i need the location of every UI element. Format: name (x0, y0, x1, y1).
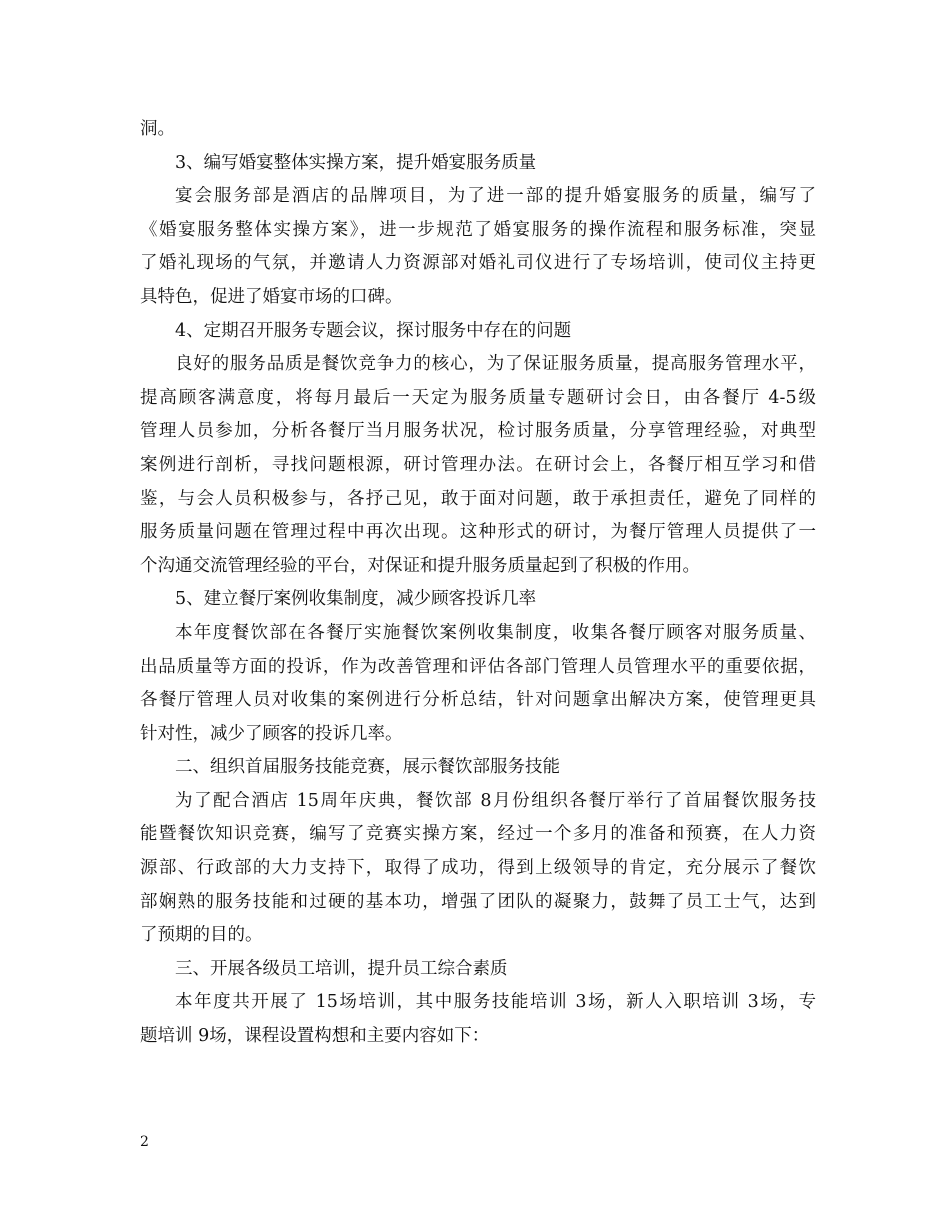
text-line: 提高顾客满意度，将每月最后一天定为服务质量专题研讨会日，由各餐厅 4-5级 (140, 387, 816, 408)
text-line: 案例进行剖析，寻找问题根源，研讨管理办法。在研讨会上，各餐厅相互学习和借 (140, 454, 816, 475)
text-line: 5、建立餐厅案例收集制度，减少顾客投诉几率 (175, 589, 537, 610)
text-line: 源部、行政部的大力支持下，取得了成功，得到上级领导的肯定，充分展示了餐饮 (140, 858, 816, 879)
text-line: 具特色，促进了婚宴市场的口碑。 (140, 286, 403, 307)
text-line: 个沟通交流管理经验的平台，对保证和提升服务质量起到了积极的作用。 (140, 555, 700, 576)
text-line: 针对性，减少了顾客的投诉几率。 (140, 723, 403, 744)
text-line: 鉴，与会人员积极参与，各抒己见，敢于面对问题，敢于承担责任，避免了同样的 (140, 488, 816, 509)
text-line: 宴会服务部是酒店的品牌项目，为了进一部的提升婚宴服务的质量，编写了 (175, 186, 816, 207)
text-line: 服务质量问题在管理过程中再次出现。这种形式的研讨，为餐厅管理人员提供了一 (140, 522, 816, 543)
text-line: 了预期的目的。 (140, 925, 263, 946)
text-line: 各餐厅管理人员对收集的案例进行分析总结，针对问题拿出解决方案，使管理更具 (140, 690, 816, 711)
text-line: 3、编写婚宴整体实操方案，提升婚宴服务质量 (175, 152, 537, 173)
text-line: 《婚宴服务整体实操方案》，进一步规范了婚宴服务的操作流程和服务标准，突显 (140, 219, 816, 240)
page-number: 2 (140, 1134, 149, 1150)
text-line: 管理人员参加，分析各餐厅当月服务状况，检讨服务质量，分享管理经验，对典型 (140, 421, 816, 442)
text-line: 了婚礼现场的气氛，并邀请人力资源部对婚礼司仪进行了专场培训，使司仪主持更 (140, 253, 816, 274)
text-line: 部娴熟的服务技能和过硬的基本功，增强了团队的凝聚力，鼓舞了员工士气，达到 (140, 891, 816, 912)
body-text (140, 113, 816, 1054)
text-line: 二、组织首届服务技能竞赛，展示餐饮部服务技能 (175, 757, 560, 778)
text-line: 三、开展各级员工培训，提升员工综合素质 (175, 958, 508, 979)
text-line: 洞。 (140, 119, 175, 139)
text-line: 4、定期召开服务专题会议，探讨服务中存在的问题 (175, 320, 572, 341)
text-line: 良好的服务品质是餐饮竞争力的核心，为了保证服务质量，提高服务管理水平， (175, 354, 816, 375)
text-line: 本年度餐饮部在各餐厅实施餐饮案例收集制度，收集各餐厅顾客对服务质量、 (175, 622, 816, 643)
text-line: 题培训 9场，课程设置构想和主要内容如下： (140, 1026, 490, 1047)
text-line: 出品质量等方面的投诉，作为改善管理和评估各部门管理人员管理水平的重要依据， (140, 656, 816, 677)
text-line: 能暨餐饮知识竞赛，编写了竞赛实操方案，经过一个多月的准备和预赛，在人力资 (140, 824, 816, 845)
text-line: 本年度共开展了 15场培训，其中服务技能培训 3场，新人入职培训 3场，专 (175, 992, 816, 1013)
text-line: 为了配合酒店 15周年庆典，餐饮部 8月份组织各餐厅举行了首届餐饮服务技 (175, 790, 816, 811)
